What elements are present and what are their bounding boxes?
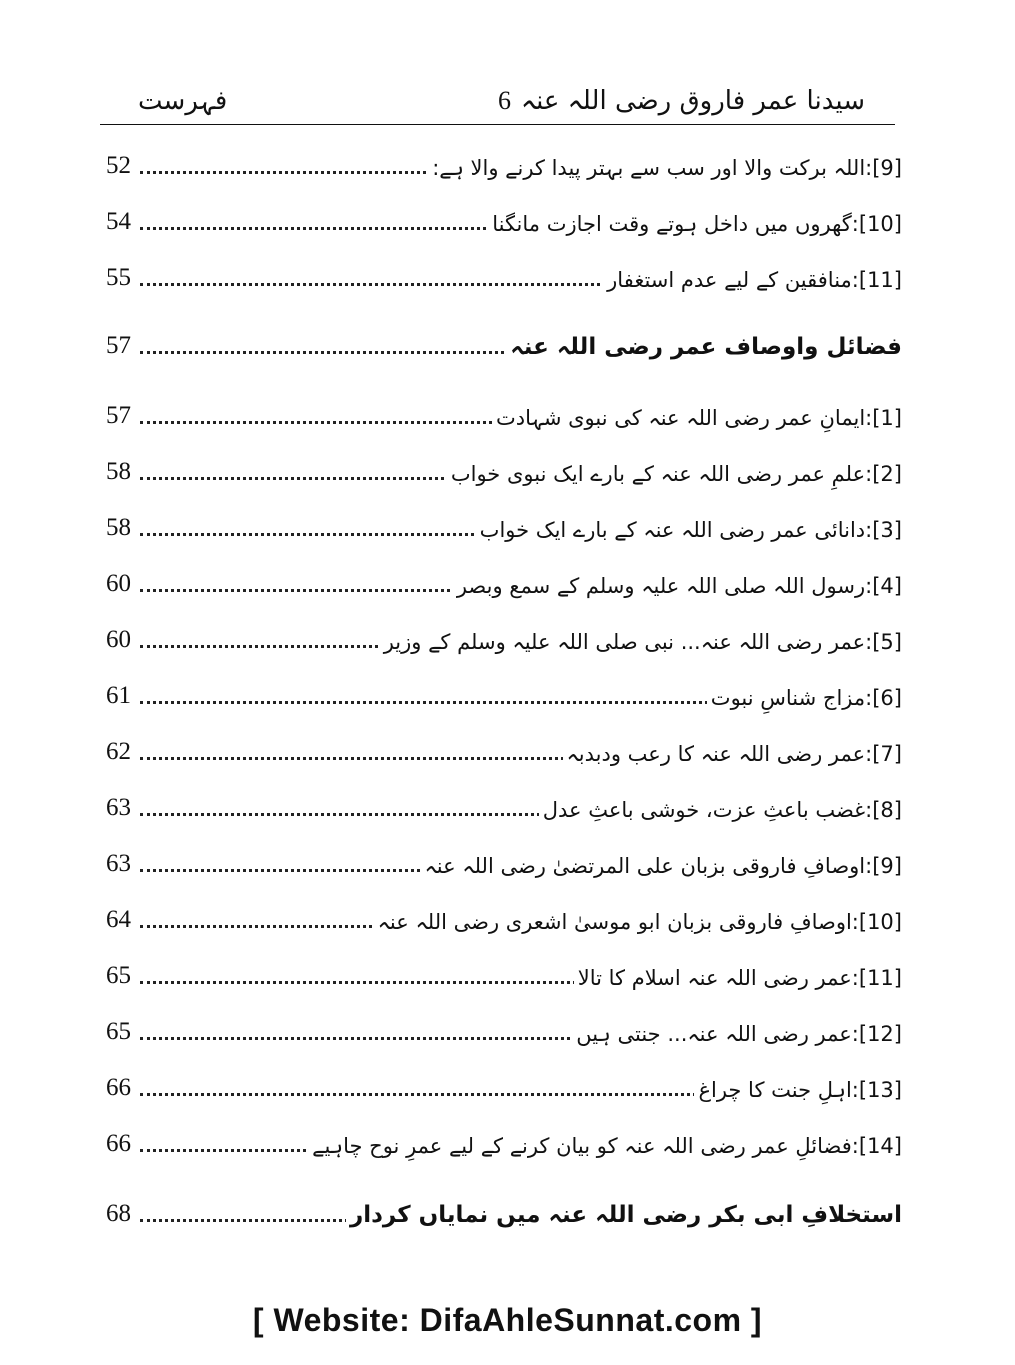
toc-entry[interactable] (100, 666, 910, 716)
toc-page-number: 65 (106, 1018, 131, 1045)
toc-entry[interactable] (100, 248, 910, 298)
toc-entry-title: [3]:دانائی عمر رضی اللہ عنہ کے بارے ایک خواب (476, 518, 902, 542)
header-divider (100, 124, 895, 125)
toc-entry[interactable] (100, 946, 910, 996)
toc-entry[interactable] (100, 722, 910, 772)
toc-entry-title: [10]:گھروں میں داخل ہوتے وقت اجازت مانگنا (488, 212, 902, 236)
toc-page-number: 58 (106, 458, 131, 485)
book-title: سیدنا عمر فاروق رضی اللہ عنہ (520, 86, 865, 116)
toc-page-number: 58 (106, 514, 131, 541)
page-header (100, 82, 895, 122)
toc-entry-title: [7]:عمر رضی اللہ عنہ کا رعب ودبدبہ (563, 742, 903, 766)
toc-entry[interactable] (100, 386, 910, 436)
toc-entry-title: [1]:ایمانِ عمر رضی اللہ عنہ کی نبوی شہادت (492, 406, 902, 430)
toc-entry-title: [12]:عمر رضی اللہ عنہ... جنتی ہیں (572, 1022, 902, 1046)
toc-entry-title: [9]:اللہ برکت والا اور سب سے بہتر پیدا کرنے والا ہے: (428, 156, 902, 180)
toc-page-number: 63 (106, 850, 131, 877)
toc-entry-title: [13]:اہلِ جنت کا چراغ (694, 1078, 902, 1102)
toc-page-number: 66 (106, 1130, 131, 1157)
toc-entry[interactable] (100, 192, 910, 242)
toc-entry-title: [5]:عمر رضی اللہ عنہ... نبی صلی اللہ علیہ وسلم کے وزیر (380, 630, 902, 654)
toc-page-number: 57 (106, 402, 131, 429)
toc-entry-title: [10]:اوصافِ فاروقی بزبان ابو موسیٰ اشعری رضی اللہ عنہ (374, 910, 902, 934)
toc-entry[interactable] (100, 778, 910, 828)
toc-page-number: 55 (106, 264, 131, 291)
toc-entry-title: [8]:غضب باعثِ عزت، خوشی باعثِ عدل (539, 798, 902, 822)
toc-entry-title: [11]:منافقین کے لیے عدم استغفار (603, 268, 902, 292)
toc-page-number: 68 (106, 1200, 131, 1227)
toc-entry[interactable] (100, 890, 910, 940)
toc-entry-title: [2]:علمِ عمر رضی اللہ عنہ کے بارے ایک نبوی خواب (447, 462, 902, 486)
toc-entry[interactable] (100, 442, 910, 492)
toc-section-heading[interactable] (100, 1184, 910, 1234)
toc-page-number: 62 (106, 738, 131, 765)
toc-entry-title: [11]:عمر رضی اللہ عنہ اسلام کا تالا (574, 966, 902, 990)
toc-entry-title: استخلافِ ابی بکر رضی اللہ عنہ میں نمایاں کردار (346, 1202, 902, 1228)
toc-page-number: 65 (106, 962, 131, 989)
toc-entry[interactable] (100, 136, 910, 186)
toc-page-number: 64 (106, 906, 131, 933)
toc-entry[interactable] (100, 1002, 910, 1052)
website-footer: [ Website: DifaAhleSunnat.com ] (252, 1302, 763, 1338)
toc-entry-title: فضائل واوصاف عمر رضی اللہ عنہ (506, 334, 902, 360)
toc-page-number: 66 (106, 1074, 131, 1101)
toc-entry-title: [6]:مزاج شناسِ نبوت (707, 686, 902, 710)
toc-page-number: 60 (106, 570, 131, 597)
toc-entry[interactable] (100, 1114, 910, 1164)
section-title: فہرست (138, 86, 228, 116)
toc-page-number: 57 (106, 332, 131, 359)
toc-entry[interactable] (100, 834, 910, 884)
toc-entry-title: [14]:فضائلِ عمر رضی اللہ عنہ کو بیان کرنے کے لیے عمرِ نوح چاہیے (308, 1134, 902, 1158)
toc-page-number: 60 (106, 626, 131, 653)
page-number: 6 (498, 86, 511, 115)
toc-page-number: 54 (106, 208, 131, 235)
toc-entry[interactable] (100, 610, 910, 660)
toc-entry-title: [9]:اوصافِ فاروقی بزبان علی المرتضیٰ رضی اللہ عنہ (420, 854, 902, 878)
toc-page-number: 63 (106, 794, 131, 821)
toc-entry-title: [4]:رسول اللہ صلی اللہ علیہ وسلم کے سمع وبصر (453, 574, 902, 598)
toc-entry[interactable] (100, 498, 910, 548)
toc-entry[interactable] (100, 1058, 910, 1108)
toc-entry[interactable] (100, 554, 910, 604)
toc-page-number: 52 (106, 152, 131, 179)
toc-page-number: 61 (106, 682, 131, 709)
toc-section-heading[interactable] (100, 316, 910, 366)
